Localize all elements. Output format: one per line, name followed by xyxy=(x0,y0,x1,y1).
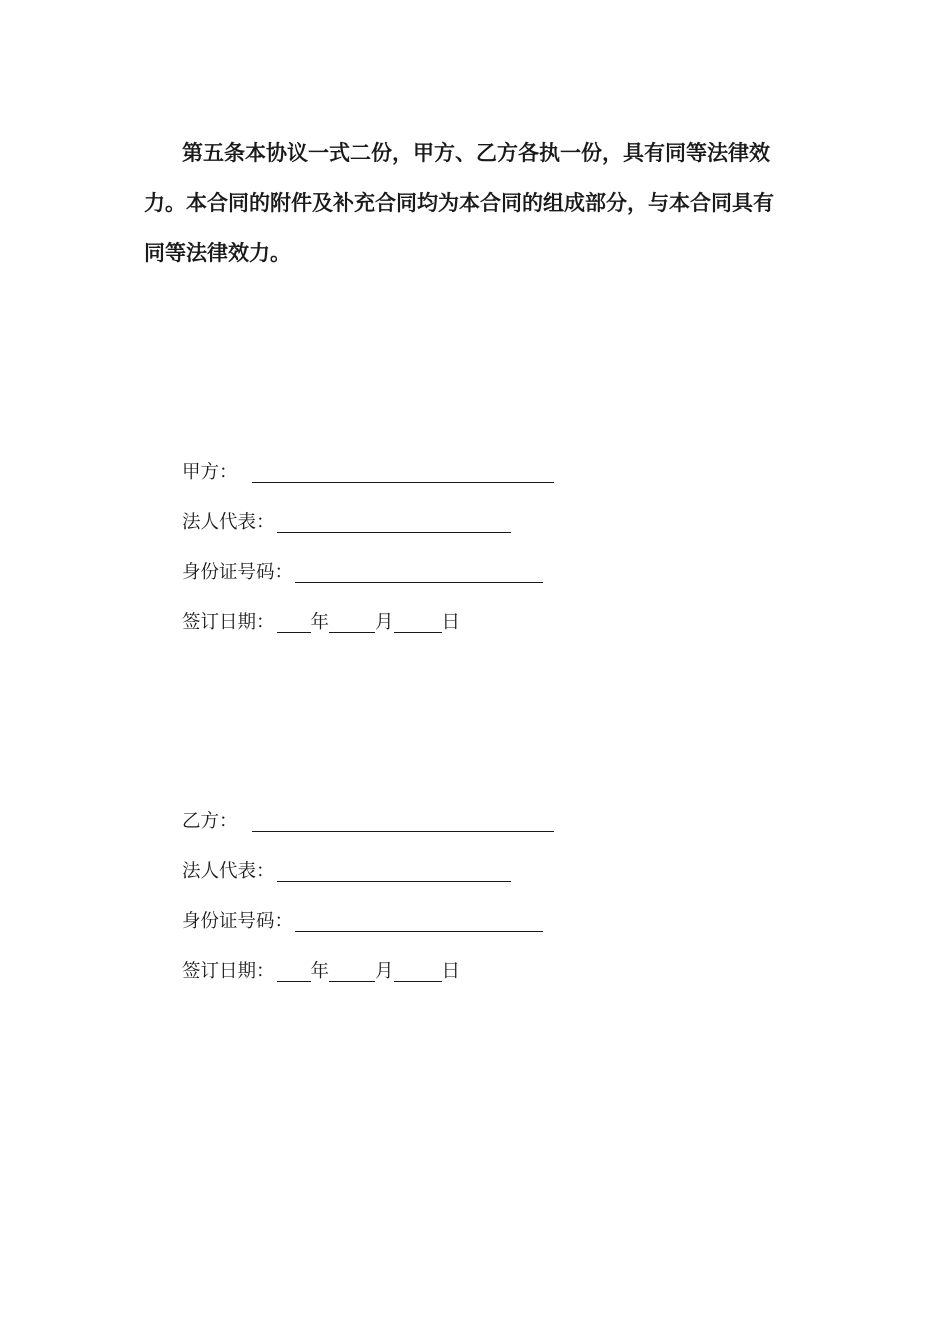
party-b-year-label: 年 xyxy=(310,961,330,982)
party-b-id-line xyxy=(182,885,554,935)
party-a-year-label: 年 xyxy=(310,612,330,633)
party-b-year-blank[interactable] xyxy=(277,961,311,982)
party-b-name-blank[interactable] xyxy=(252,811,554,832)
party-b-signature-block xyxy=(182,785,554,985)
party-a-line xyxy=(182,436,554,486)
party-a-day-label: 日 xyxy=(441,612,461,633)
party-b-day-label: 日 xyxy=(441,961,461,982)
party-a-month-label: 月 xyxy=(375,612,394,633)
party-a-year-blank[interactable] xyxy=(277,612,311,633)
party-b-rep-line xyxy=(182,835,554,885)
party-a-name-blank[interactable] xyxy=(252,462,554,483)
party-b-day-blank[interactable] xyxy=(394,961,442,982)
clause-five-paragraph: 第五条本协议一式二份，甲方、乙方各执一份，具有同等法律效力。本合同的附件及补充合同均为本合同的组成部分，与本合同具有同等法律效力。 xyxy=(144,141,774,265)
party-a-id-blank[interactable] xyxy=(295,562,543,583)
party-b-line xyxy=(182,785,554,835)
party-a-signature-block xyxy=(182,436,554,636)
party-a-rep-label: 法人代表： xyxy=(182,512,275,533)
party-b-month-blank[interactable] xyxy=(329,961,375,982)
party-a-id-line xyxy=(182,536,554,586)
party-b-date-label: 签订日期： xyxy=(182,961,275,982)
party-a-date-line xyxy=(182,586,554,636)
party-b-month-label: 月 xyxy=(375,961,394,982)
party-b-rep-label: 法人代表： xyxy=(182,861,275,882)
party-a-day-blank[interactable] xyxy=(394,612,442,633)
party-a-id-label: 身份证号码： xyxy=(182,562,294,583)
party-a-month-blank[interactable] xyxy=(329,612,375,633)
party-b-id-label: 身份证号码： xyxy=(182,911,294,932)
party-b-rep-blank[interactable] xyxy=(277,861,511,882)
party-a-rep-line xyxy=(182,486,554,536)
party-b-id-blank[interactable] xyxy=(295,911,543,932)
party-a-label: 甲方： xyxy=(182,462,238,483)
party-a-rep-blank[interactable] xyxy=(277,512,511,533)
party-b-label: 乙方： xyxy=(182,811,238,832)
party-b-date-line xyxy=(182,935,554,985)
party-a-date-label: 签订日期： xyxy=(182,612,275,633)
